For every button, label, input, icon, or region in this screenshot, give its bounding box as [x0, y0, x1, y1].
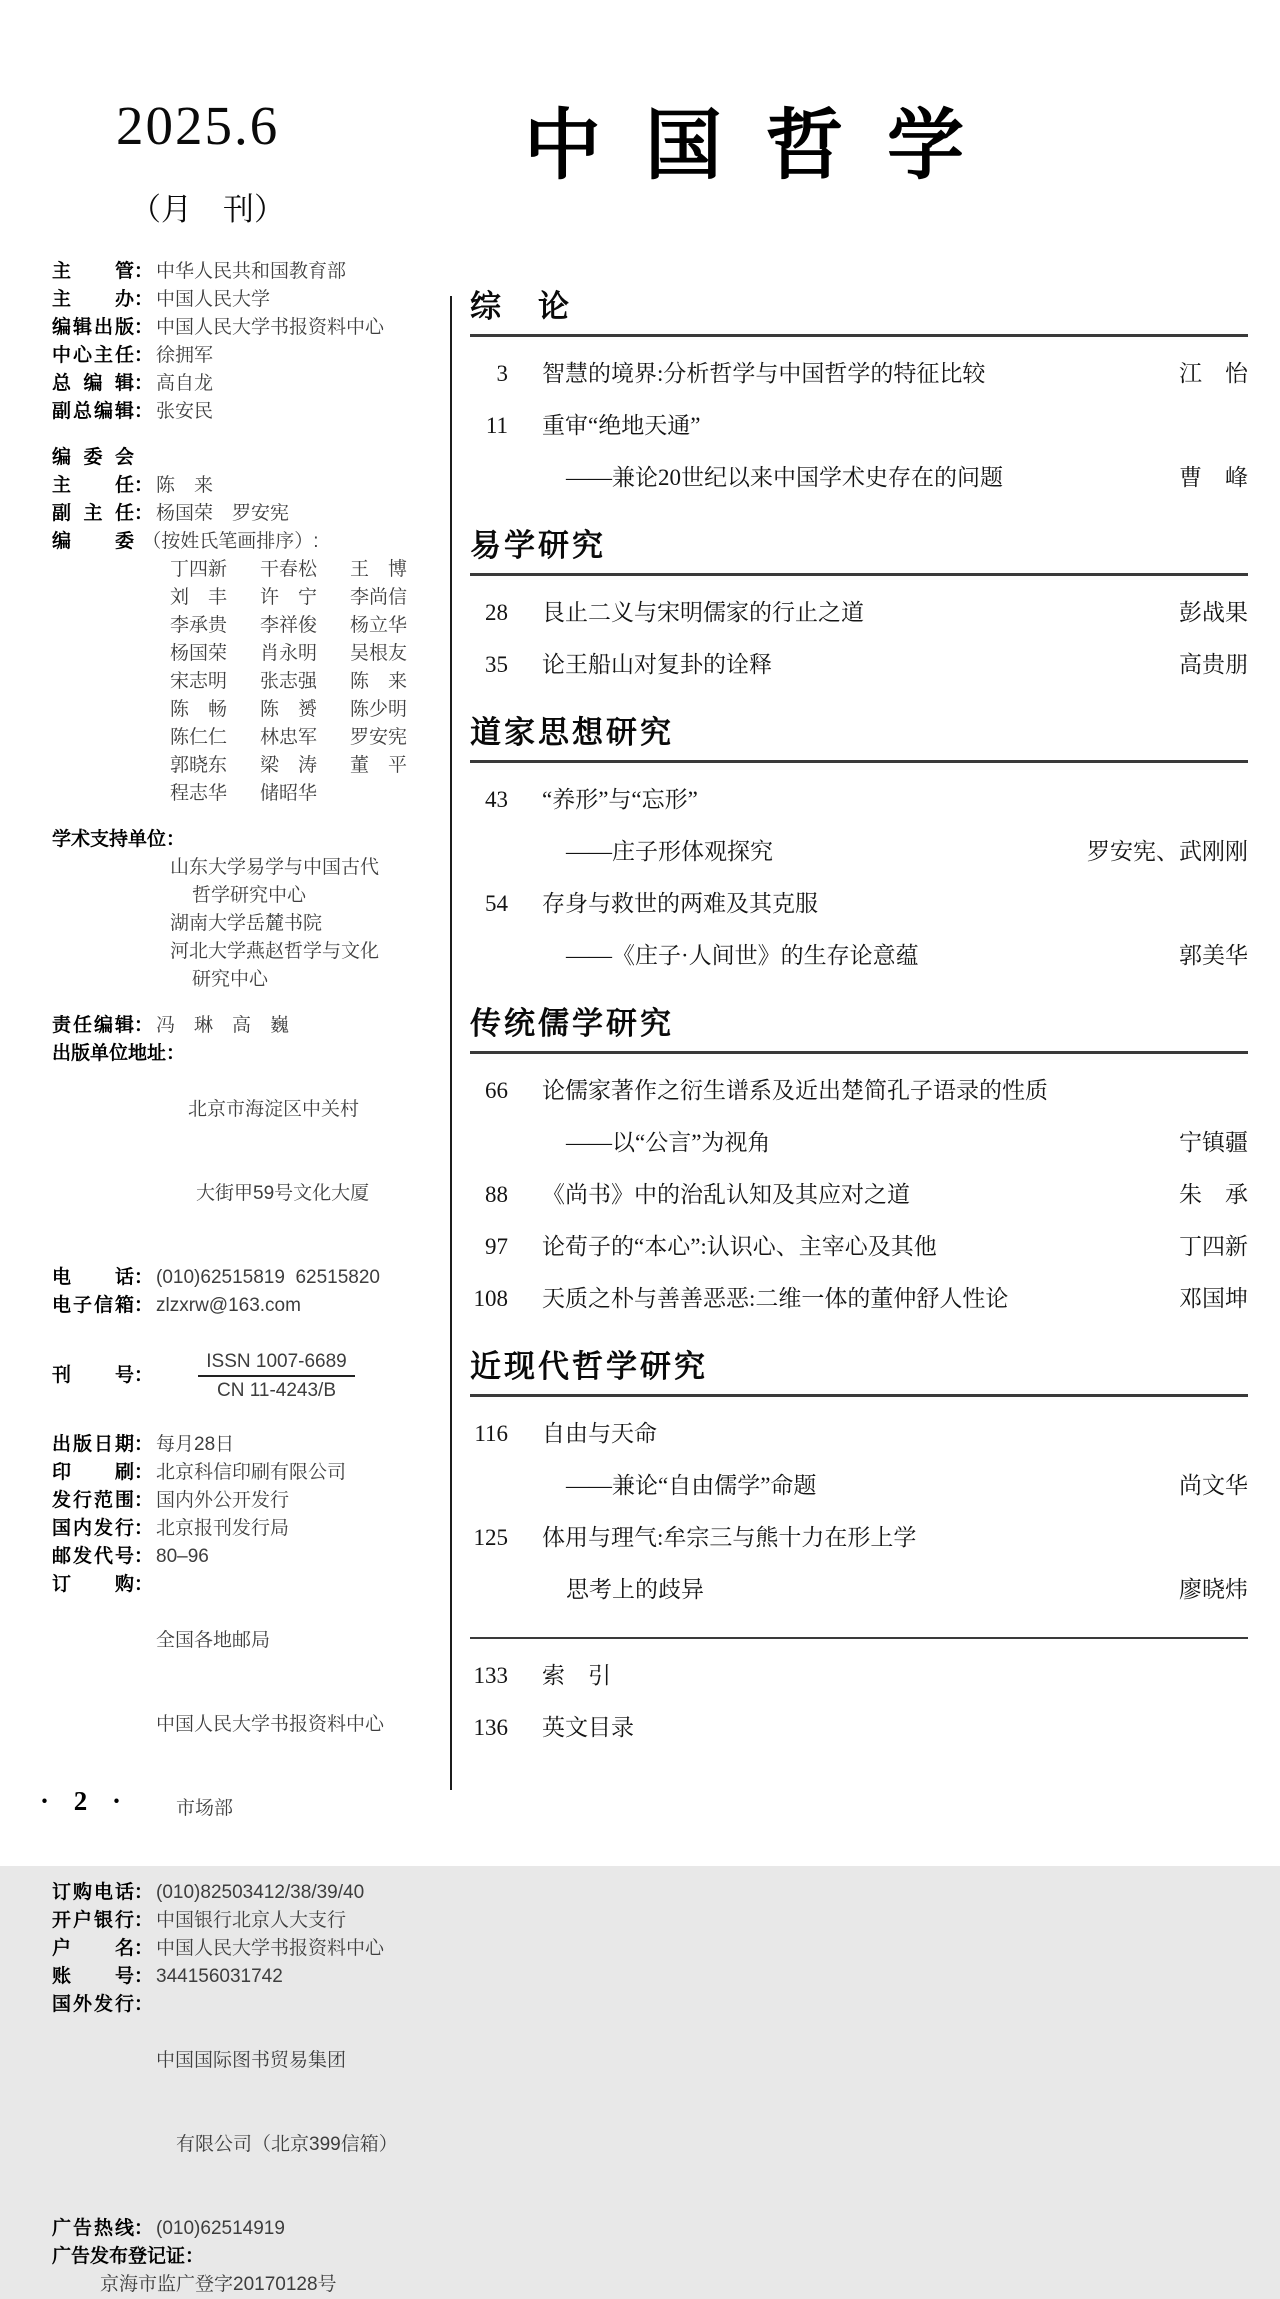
toc-item: [470, 888, 1248, 919]
field-value: [156, 1571, 384, 1879]
toc-item-title: 天质之朴与善善恶恶:二维一体的董仲舒人性论: [542, 1286, 1009, 1311]
section-heading: 易学研究: [470, 528, 606, 563]
row-pub-date: [52, 1431, 446, 1459]
toc-item-title: 英文目录: [542, 1715, 634, 1740]
support-institution: 山东大学易学与中国古代: [170, 857, 380, 878]
field-value: 北京报刊发行局: [156, 1518, 290, 1539]
field-label: 国外发行: [52, 1994, 134, 2015]
field-label: 出版日期: [52, 1434, 134, 1455]
colon: ：: [134, 1546, 154, 1567]
toc-item-title: 智慧的境界:分析哲学与中国哲学的特征比较: [542, 361, 986, 386]
committee-member: 杨国荣: [170, 643, 228, 664]
colon: ：: [166, 1043, 186, 1064]
colon: ：: [134, 1938, 154, 1959]
row-domestic-distribution: [52, 1515, 446, 1543]
field-label: 主办: [52, 289, 134, 310]
colon: ：: [134, 1462, 154, 1483]
field-value: 北京科信印刷有限公司: [156, 1462, 347, 1483]
committee-member: 许 宁: [260, 587, 318, 608]
colon: ：: [134, 1364, 154, 1386]
toc-item-title: 索 引: [542, 1663, 611, 1688]
toc-page-number: 35: [485, 652, 508, 677]
row-address: [52, 1040, 446, 1264]
spacer: [52, 994, 446, 1012]
toc-item: [470, 1522, 1248, 1553]
colon: ：: [134, 2218, 154, 2239]
toc-item-subtitle-line: [470, 836, 1248, 867]
toc-item-author: 彭战果: [1179, 600, 1248, 625]
field-label: 广告发布登记证: [52, 2246, 186, 2267]
field-label: 副总编辑: [52, 401, 134, 422]
field-label: 账号: [52, 1966, 134, 1987]
field-label: 刊号: [52, 1364, 134, 1386]
field-value: 中国银行北京人大支行: [156, 1910, 347, 1931]
field-label: 副主任: [52, 503, 134, 524]
colon: ：: [166, 829, 186, 850]
committee-member: 杨立华: [350, 615, 408, 636]
committee-member: 吴根友: [350, 643, 408, 664]
toc-item-author: 罗安宪、武刚刚: [1087, 839, 1248, 864]
committee-member: 储昭华: [260, 783, 318, 804]
field-value: 冯 琳 高 巍: [156, 1015, 290, 1036]
field-label: 责任编辑: [52, 1015, 134, 1036]
committee-member: 陈仁仁: [170, 727, 228, 748]
toc-page-number: 116: [474, 1421, 508, 1446]
committee-member: 郭晓东: [170, 755, 228, 776]
toc-page-number: 3: [496, 361, 508, 386]
toc-page-number: 11: [485, 413, 508, 438]
field-value: 陈 来: [156, 475, 214, 496]
toc-item-author: 郭美华: [1179, 943, 1248, 968]
field-label: 广告热线: [52, 2218, 134, 2239]
toc-item: [470, 784, 1248, 815]
page-number: · 2 ·: [40, 1786, 131, 1816]
field-value: 高自龙: [156, 373, 214, 394]
row-email: [52, 1292, 446, 1320]
field-label: 国内发行: [52, 1518, 134, 1539]
committee-member: 张志强: [260, 671, 318, 692]
field-value: 杨国荣 罗安宪: [156, 503, 290, 524]
section-rule: [470, 573, 1248, 576]
field-value: (010)62515819 62515820: [156, 1267, 380, 1288]
toc-item: [470, 1231, 1248, 1262]
toc-page-number: 66: [485, 1078, 508, 1103]
colon: [134, 528, 139, 556]
issn-cn-fraction: [198, 1349, 355, 1403]
field-label: 电话: [52, 1267, 134, 1288]
committee-member: 梁 涛: [260, 755, 318, 776]
row-organizer: [52, 286, 446, 314]
colon: ：: [185, 2246, 205, 2267]
toc-item-subtitle: ——庄子形体观探究: [566, 839, 773, 864]
toc-item: [470, 1179, 1248, 1210]
field-label: 主任: [52, 475, 134, 496]
field-value: 中华人民共和国教育部: [156, 261, 347, 282]
toc-item-author: 江 怡: [1179, 361, 1248, 386]
section-rule: [470, 760, 1248, 763]
toc-item-author: 尚文华: [1179, 1473, 1248, 1498]
section-rule: [470, 334, 1248, 337]
committee-member: 肖永明: [260, 643, 318, 664]
toc-item: [470, 597, 1248, 628]
toc-page-number: 54: [485, 891, 508, 916]
colon: ：: [134, 1574, 154, 1595]
row-issn: [52, 1320, 446, 1431]
toc-item-title: 自由与天命: [542, 1421, 657, 1446]
field-value: (010)82503412/38/39/40: [156, 1882, 365, 1903]
toc-item-author: 邓国坤: [1179, 1286, 1248, 1311]
section-rule: [470, 1051, 1248, 1054]
toc-item-title: “养形”与“忘形”: [542, 787, 698, 812]
toc-item: [470, 410, 1248, 441]
committee-member: 程志华: [170, 783, 228, 804]
field-label: 出版单位地址: [52, 1043, 167, 1064]
committee-member: 李祥俊: [260, 615, 318, 636]
toc-item-subtitle: ——兼论20世纪以来中国学术史存在的问题: [566, 465, 1003, 490]
toc-item-subtitle: ——以“公言”为视角: [566, 1130, 771, 1155]
field-label: 电子信箱: [52, 1295, 134, 1316]
colon: ：: [134, 1434, 154, 1455]
cn-number: CN 11-4243/B: [217, 1380, 336, 1401]
field-label: 印刷: [52, 1462, 134, 1483]
colon: ：: [134, 1966, 154, 1987]
colon: ：: [134, 475, 154, 496]
column-divider: [450, 296, 452, 1790]
field-value: 国内外公开发行: [156, 1490, 290, 1511]
field-label: 中心主任: [52, 345, 134, 366]
committee-member: 陈 畅: [170, 699, 228, 720]
toc-item-author: 曹 峰: [1179, 465, 1248, 490]
section-heading: 近现代哲学研究: [470, 1349, 708, 1384]
row-deputy-editor-in-chief: [52, 398, 446, 426]
colon: ：: [134, 1518, 154, 1539]
toc-item: [470, 1075, 1248, 1106]
members-sort-note: （按姓氏笔画排序）:: [142, 531, 319, 552]
overseas-line: 中国国际图书贸易集团: [156, 2050, 347, 2071]
toc-item-author: 朱 承: [1179, 1182, 1248, 1207]
row-ad-hotline: [52, 2215, 446, 2243]
toc-item-subtitle-line: [470, 1574, 1248, 1605]
row-ad-license: [52, 2243, 446, 2271]
field-value: 张安民: [156, 401, 214, 422]
committee-member: 李尚信: [350, 587, 408, 608]
toc-item: [470, 1283, 1248, 1314]
toc-item-subtitle-line: [470, 1470, 1248, 1501]
field-value: 每月28日: [156, 1434, 235, 1455]
committee-member: 董 平: [350, 755, 408, 776]
field-label: 总编辑: [52, 373, 134, 394]
academic-support-list: [52, 854, 446, 994]
field-label: 发行范围: [52, 1490, 134, 1511]
row-postal-code: [52, 1543, 446, 1571]
field-value: 中国人民大学书报资料中心: [156, 317, 385, 338]
field-value: [156, 1991, 398, 2215]
table-of-contents: [470, 288, 1248, 1743]
toc-item-author: 高贵朋: [1179, 652, 1248, 677]
field-value: 中国人民大学: [156, 289, 271, 310]
committee-members-grid: [52, 556, 446, 808]
row-printer: [52, 1459, 446, 1487]
toc-item-title: 《尚书》中的治乱认知及其应对之道: [542, 1182, 910, 1207]
field-value: 徐拥军: [156, 345, 214, 366]
committee-heading: [52, 444, 446, 472]
colon: ：: [134, 345, 154, 366]
row-supervisor: [52, 258, 446, 286]
section-heading: 综 论: [470, 289, 572, 324]
row-account-name: [52, 1935, 446, 1963]
masthead-column: [52, 258, 446, 2299]
field-value: 344156031742: [156, 1966, 283, 1987]
publication-frequency: （月 刊）: [130, 192, 285, 227]
toc-item-subtitle: ——《庄子·人间世》的生存论意蕴: [566, 943, 919, 968]
toc-page-number: 133: [473, 1663, 508, 1688]
spacer: [52, 426, 446, 444]
colon: ：: [134, 1490, 154, 1511]
field-label: 编辑出版: [52, 317, 134, 338]
row-committee-deputy-directors: [52, 500, 446, 528]
field-value: (010)62514919: [156, 2218, 285, 2239]
section-heading: 传统儒学研究: [470, 1006, 674, 1041]
colon: ：: [134, 289, 154, 310]
row-committee-director: [52, 472, 446, 500]
toc-item-title: 论荀子的“本心”:认识心、主宰心及其他: [542, 1234, 937, 1259]
toc-item-title: 重审“绝地天通”: [542, 413, 701, 438]
support-institution-cont: 哲学研究中心: [192, 885, 307, 906]
row-subscription-phone: [52, 1879, 446, 1907]
field-label: 邮发代号: [52, 1546, 134, 1567]
toc-item-subtitle-line: [470, 462, 1248, 493]
colon: ：: [134, 1994, 154, 2015]
issn-number: ISSN 1007-6689: [198, 1349, 355, 1377]
section-heading: 道家思想研究: [470, 715, 674, 750]
toc-page-number: 136: [473, 1715, 508, 1740]
field-value: [188, 1040, 369, 1264]
field-label: 主管: [52, 261, 134, 282]
journal-title: 中国哲学: [524, 103, 1008, 189]
support-institution-cont: 研究中心: [192, 969, 269, 990]
section-rule: [470, 1394, 1248, 1397]
row-distribution-scope: [52, 1487, 446, 1515]
field-label: 编委: [52, 531, 134, 552]
committee-member: 丁四新: [170, 559, 228, 580]
field-label: 订购: [52, 1574, 134, 1595]
row-bank: [52, 1907, 446, 1935]
row-subscription: [52, 1571, 446, 1879]
support-institution: 湖南大学岳麓书院: [170, 913, 323, 934]
committee-member: 李承贵: [170, 615, 228, 636]
field-value: 80–96: [156, 1546, 209, 1567]
subscription-line: 市场部: [176, 1798, 234, 1819]
colon: ：: [134, 503, 154, 524]
toc-item-author: 丁四新: [1179, 1234, 1248, 1259]
subscription-line: 全国各地邮局: [156, 1630, 271, 1651]
toc-item: [470, 649, 1248, 680]
toc-page-number: 28: [485, 600, 508, 625]
section-label: 学术支持单位: [52, 829, 167, 850]
colon: ：: [134, 261, 154, 282]
toc-item: [470, 358, 1248, 389]
field-value: [156, 1320, 355, 1431]
toc-item-title: 论王船山对复卦的诠释: [542, 652, 772, 677]
row-publisher: [52, 314, 446, 342]
subscription-line: 中国人民大学书报资料中心: [156, 1714, 385, 1735]
toc-item-subtitle-line: [470, 1127, 1248, 1158]
toc-item-title: 论儒家著作之衍生谱系及近出楚简孔子语录的性质: [542, 1078, 1048, 1103]
colon: ：: [134, 1015, 154, 1036]
colon: ：: [134, 1267, 154, 1288]
committee-member: 宋志明: [170, 671, 228, 692]
toc-item-subtitle-line: [470, 940, 1248, 971]
row-center-director: [52, 342, 446, 370]
committee-member: 林忠军: [260, 727, 318, 748]
toc-item-subtitle: 思考上的歧异: [566, 1577, 704, 1602]
field-value: 中国人民大学书报资料中心: [156, 1938, 385, 1959]
committee-member: 罗安宪: [350, 727, 408, 748]
row-overseas-distribution: [52, 1991, 446, 2215]
committee-member: 刘 丰: [170, 587, 228, 608]
toc-end-item: [470, 1660, 1248, 1691]
row-phone: [52, 1264, 446, 1292]
field-value: zlzxrw@163.com: [156, 1295, 301, 1316]
toc-end-rule: [470, 1637, 1248, 1639]
overseas-line: 有限公司（北京399信箱）: [176, 2134, 398, 2155]
colon: ：: [134, 1295, 154, 1316]
committee-member: 陈 赟: [260, 699, 318, 720]
toc-page-number: 97: [485, 1234, 508, 1259]
colon: ：: [134, 317, 154, 338]
toc-item-author: 宁镇疆: [1179, 1130, 1248, 1155]
row-account-number: [52, 1963, 446, 1991]
address-line: 北京市海淀区中关村: [188, 1099, 360, 1120]
committee-member: 干春松: [260, 559, 318, 580]
spacer: [52, 808, 446, 826]
committee-member: 陈 来: [350, 671, 408, 692]
academic-support-heading: [52, 826, 446, 854]
field-label: 开户银行: [52, 1910, 134, 1931]
support-institution: 河北大学燕赵哲学与文化: [170, 941, 380, 962]
committee-member: 王 博: [350, 559, 408, 580]
toc-item-author: 廖晓炜: [1179, 1577, 1248, 1602]
committee-member: 陈少明: [350, 699, 408, 720]
colon: ：: [134, 1910, 154, 1931]
toc-item-title: 存身与救世的两难及其克服: [542, 891, 818, 916]
colon: ：: [134, 1882, 154, 1903]
toc-item-title: 体用与理气:牟宗三与熊十力在形上学: [542, 1525, 917, 1550]
issue-number: 2025.6: [116, 95, 280, 156]
toc-page-number: 108: [473, 1286, 508, 1311]
ad-license-number: 京海市监广登字20170128号: [100, 2274, 337, 2295]
row-managing-editors: [52, 1012, 446, 1040]
toc-item-title: 艮止二义与宋明儒家的行止之道: [542, 600, 864, 625]
colon: ：: [134, 373, 154, 394]
row-editor-in-chief: [52, 370, 446, 398]
toc-page-number: 43: [485, 787, 508, 812]
field-label: 订购电话: [52, 1882, 134, 1903]
colon: ：: [134, 401, 154, 422]
toc-item: [470, 1418, 1248, 1449]
toc-page-number: 88: [485, 1182, 508, 1207]
section-label: 编委会: [52, 447, 134, 468]
row-committee-members-label: [52, 528, 446, 556]
field-label: 户名: [52, 1938, 134, 1959]
address-line: 大街甲59号文化大厦: [196, 1183, 370, 1204]
toc-end-item: [470, 1712, 1248, 1743]
toc-page-number: 125: [473, 1525, 508, 1550]
toc-item-subtitle: ——兼论“自由儒学”命题: [566, 1473, 817, 1498]
